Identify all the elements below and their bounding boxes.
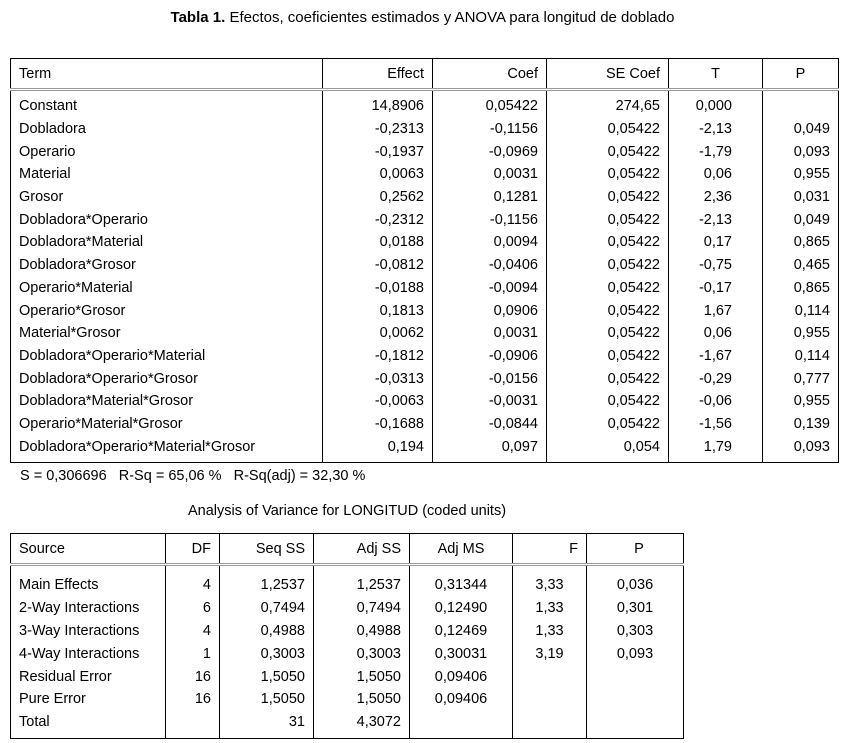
cell-value: [166, 711, 220, 738]
cell-value: 0,000: [669, 90, 763, 118]
cell-value: 1,5050: [220, 665, 314, 688]
row-label: Grosor: [11, 186, 323, 209]
anova-table: [10, 533, 684, 739]
effects-row: [11, 435, 839, 462]
cell-value: 4: [166, 620, 220, 643]
cell-value: 0,7494: [314, 597, 410, 620]
cell-value: -0,1156: [433, 118, 547, 141]
effects-row: [11, 277, 839, 300]
cell-value: [410, 711, 513, 738]
cell-value: 1: [166, 642, 220, 665]
cell-value: 0,139: [763, 413, 839, 436]
cell-value: 0,05422: [547, 118, 669, 141]
cell-value: 0,031: [763, 186, 839, 209]
row-label: Dobladora*Operario*Material: [11, 345, 323, 368]
cell-value: 4: [166, 565, 220, 597]
column-header: Coef: [433, 59, 547, 90]
effects-row: [11, 390, 839, 413]
column-header: Adj MS: [410, 534, 513, 565]
cell-value: 16: [166, 688, 220, 711]
table-caption: [0, 9, 845, 26]
cell-value: 0,4988: [220, 620, 314, 643]
anova-row: [11, 642, 684, 665]
cell-value: 0,05422: [547, 163, 669, 186]
cell-value: -0,1688: [323, 413, 433, 436]
row-label: Dobladora*Operario*Grosor: [11, 367, 323, 390]
cell-value: 0,114: [763, 345, 839, 368]
column-header: Effect: [323, 59, 433, 90]
cell-value: -0,0406: [433, 254, 547, 277]
effects-row: [11, 299, 839, 322]
cell-value: 0,194: [323, 435, 433, 462]
cell-value: 0,049: [763, 118, 839, 141]
cell-value: 0,3003: [220, 642, 314, 665]
column-header: T: [669, 59, 763, 90]
cell-value: 0,05422: [547, 299, 669, 322]
cell-value: 0,06: [669, 322, 763, 345]
cell-value: 0,114: [763, 299, 839, 322]
cell-value: -0,06: [669, 390, 763, 413]
cell-value: 0,09406: [410, 665, 513, 688]
effects-row: [11, 140, 839, 163]
effects-row: [11, 90, 839, 118]
row-label: Total: [11, 711, 166, 738]
anova-row: [11, 711, 684, 738]
effects-row: [11, 367, 839, 390]
cell-value: 0,0188: [323, 231, 433, 254]
column-header: Adj SS: [314, 534, 410, 565]
cell-value: 1,5050: [314, 688, 410, 711]
row-label: Dobladora*Operario: [11, 208, 323, 231]
column-header: DF: [166, 534, 220, 565]
cell-value: [513, 665, 587, 688]
cell-value: -2,13: [669, 118, 763, 141]
cell-value: 0,12469: [410, 620, 513, 643]
cell-value: 0,0906: [433, 299, 547, 322]
cell-value: 0,05422: [547, 186, 669, 209]
effects-row: [11, 186, 839, 209]
cell-value: -0,0063: [323, 390, 433, 413]
cell-value: 0,049: [763, 208, 839, 231]
cell-value: 0,3003: [314, 642, 410, 665]
cell-value: 0,06: [669, 163, 763, 186]
effects-row: [11, 163, 839, 186]
anova-title: Analysis of Variance for LONGITUD (coded units): [188, 503, 507, 519]
row-label: Dobladora*Grosor: [11, 254, 323, 277]
cell-value: 0,1813: [323, 299, 433, 322]
row-label: Operario: [11, 140, 323, 163]
cell-value: 0,865: [763, 277, 839, 300]
cell-value: -0,1812: [323, 345, 433, 368]
caption-label: Tabla 1.: [170, 9, 226, 26]
cell-value: -0,75: [669, 254, 763, 277]
cell-value: 0,0062: [323, 322, 433, 345]
row-label: Dobladora: [11, 118, 323, 141]
cell-value: 0,097: [433, 435, 547, 462]
cell-value: -0,0812: [323, 254, 433, 277]
cell-value: -0,0844: [433, 413, 547, 436]
cell-value: 0,955: [763, 163, 839, 186]
cell-value: 2,36: [669, 186, 763, 209]
row-label: Dobladora*Material: [11, 231, 323, 254]
cell-value: 4,3072: [314, 711, 410, 738]
cell-value: 1,67: [669, 299, 763, 322]
cell-value: 0,036: [587, 565, 684, 597]
column-header: Source: [11, 534, 166, 565]
row-label: 4-Way Interactions: [11, 642, 166, 665]
cell-value: 1,33: [513, 597, 587, 620]
cell-value: -1,56: [669, 413, 763, 436]
column-header: Term: [11, 59, 323, 90]
cell-value: 0,05422: [547, 390, 669, 413]
cell-value: 1,5050: [220, 688, 314, 711]
cell-value: -0,0188: [323, 277, 433, 300]
anova-row: [11, 565, 684, 597]
cell-value: 0,777: [763, 367, 839, 390]
cell-value: [513, 711, 587, 738]
cell-value: 14,8906: [323, 90, 433, 118]
cell-value: 1,33: [513, 620, 587, 643]
cell-value: 6: [166, 597, 220, 620]
row-label: Operario*Grosor: [11, 299, 323, 322]
cell-value: 0,05422: [547, 208, 669, 231]
effects-row: [11, 345, 839, 368]
effects-row: [11, 231, 839, 254]
anova-row: [11, 597, 684, 620]
row-label: Material*Grosor: [11, 322, 323, 345]
cell-value: 0,303: [587, 620, 684, 643]
cell-value: 0,054: [547, 435, 669, 462]
cell-value: 3,19: [513, 642, 587, 665]
column-header: SE Coef: [547, 59, 669, 90]
column-header: P: [587, 534, 684, 565]
cell-value: 0,0031: [433, 163, 547, 186]
column-header: F: [513, 534, 587, 565]
cell-value: 0,05422: [547, 345, 669, 368]
effects-row: [11, 254, 839, 277]
row-label: Pure Error: [11, 688, 166, 711]
cell-value: -1,79: [669, 140, 763, 163]
cell-value: -2,13: [669, 208, 763, 231]
cell-value: [587, 688, 684, 711]
cell-value: 0,4988: [314, 620, 410, 643]
cell-value: 0,05422: [547, 254, 669, 277]
cell-value: 0,12490: [410, 597, 513, 620]
cell-value: 274,65: [547, 90, 669, 118]
row-label: Dobladora*Operario*Material*Grosor: [11, 435, 323, 462]
model-summary: S = 0,306696 R-Sq = 65,06 % R-Sq(adj) = 32,30 %: [20, 468, 366, 484]
row-label: Main Effects: [11, 565, 166, 597]
cell-value: 0,093: [587, 642, 684, 665]
cell-value: 0,05422: [547, 140, 669, 163]
cell-value: [763, 90, 839, 118]
column-header: Seq SS: [220, 534, 314, 565]
anova-row: [11, 665, 684, 688]
cell-value: 0,31344: [410, 565, 513, 597]
cell-value: -0,1156: [433, 208, 547, 231]
row-label: Operario*Material: [11, 277, 323, 300]
cell-value: 0,093: [763, 140, 839, 163]
cell-value: 0,7494: [220, 597, 314, 620]
anova-header-row: [11, 534, 684, 565]
row-label: Material: [11, 163, 323, 186]
row-label: Constant: [11, 90, 323, 118]
row-label: 2-Way Interactions: [11, 597, 166, 620]
cell-value: 1,2537: [220, 565, 314, 597]
cell-value: 0,05422: [433, 90, 547, 118]
cell-value: -0,2312: [323, 208, 433, 231]
cell-value: -0,0906: [433, 345, 547, 368]
cell-value: 3,33: [513, 565, 587, 597]
effects-table: [10, 58, 839, 463]
cell-value: 0,05422: [547, 277, 669, 300]
cell-value: 0,1281: [433, 186, 547, 209]
cell-value: -0,0094: [433, 277, 547, 300]
cell-value: 0,955: [763, 390, 839, 413]
cell-value: 1,79: [669, 435, 763, 462]
cell-value: 0,17: [669, 231, 763, 254]
cell-value: 1,2537: [314, 565, 410, 597]
row-label: Dobladora*Material*Grosor: [11, 390, 323, 413]
effects-row: [11, 208, 839, 231]
cell-value: 0,2562: [323, 186, 433, 209]
effects-row: [11, 413, 839, 436]
effects-header-row: [11, 59, 839, 90]
cell-value: 0,865: [763, 231, 839, 254]
anova-row: [11, 688, 684, 711]
effects-row: [11, 118, 839, 141]
cell-value: -0,29: [669, 367, 763, 390]
row-label: 3-Way Interactions: [11, 620, 166, 643]
cell-value: 0,093: [763, 435, 839, 462]
caption-text: Efectos, coeficientes estimados y ANOVA para longitud de doblado: [225, 9, 675, 26]
cell-value: -1,67: [669, 345, 763, 368]
cell-value: 0,30031: [410, 642, 513, 665]
cell-value: 0,05422: [547, 231, 669, 254]
cell-value: -0,0031: [433, 390, 547, 413]
cell-value: 0,301: [587, 597, 684, 620]
cell-value: 0,0094: [433, 231, 547, 254]
cell-value: [587, 665, 684, 688]
cell-value: 16: [166, 665, 220, 688]
cell-value: 0,09406: [410, 688, 513, 711]
cell-value: 0,05422: [547, 322, 669, 345]
cell-value: 31: [220, 711, 314, 738]
cell-value: 0,05422: [547, 367, 669, 390]
cell-value: 0,0063: [323, 163, 433, 186]
cell-value: 0,05422: [547, 413, 669, 436]
cell-value: 0,955: [763, 322, 839, 345]
cell-value: -0,0969: [433, 140, 547, 163]
effects-row: [11, 322, 839, 345]
cell-value: 1,5050: [314, 665, 410, 688]
cell-value: -0,0156: [433, 367, 547, 390]
cell-value: -0,0313: [323, 367, 433, 390]
cell-value: -0,2313: [323, 118, 433, 141]
cell-value: 0,0031: [433, 322, 547, 345]
row-label: Operario*Material*Grosor: [11, 413, 323, 436]
cell-value: [513, 688, 587, 711]
anova-row: [11, 620, 684, 643]
row-label: Residual Error: [11, 665, 166, 688]
cell-value: 0,465: [763, 254, 839, 277]
cell-value: [587, 711, 684, 738]
column-header: P: [763, 59, 839, 90]
cell-value: -0,17: [669, 277, 763, 300]
cell-value: -0,1937: [323, 140, 433, 163]
